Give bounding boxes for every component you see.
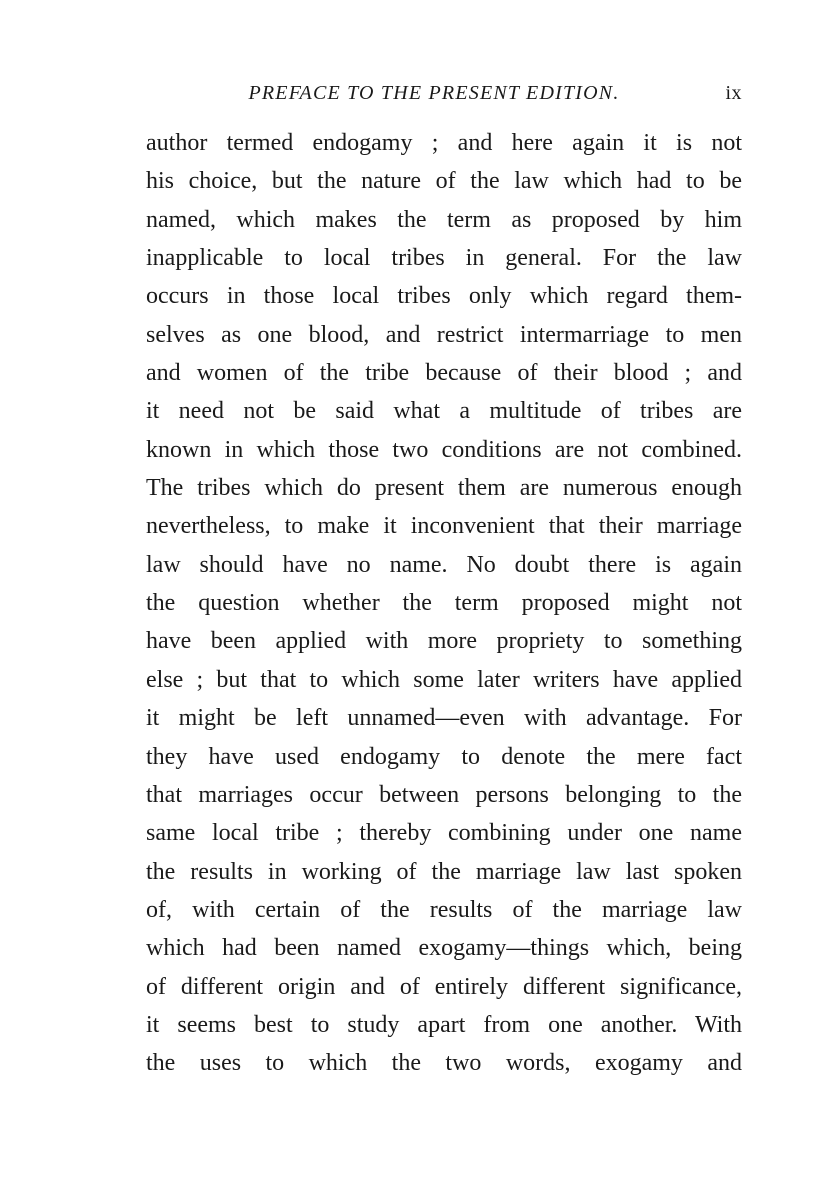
text-line: have been applied with more propriety to something xyxy=(146,628,742,655)
text-line: it might be left unnamed—even with advantage. For xyxy=(146,705,742,732)
text-line: of different origin and of entirely different significance, xyxy=(146,973,742,1000)
text-line: occurs in those local tribes only which regard them- xyxy=(146,283,742,310)
text-line: inapplicable to local tribes in general. For the law xyxy=(146,245,742,272)
text-line: which had been named exogamy—things which, being xyxy=(146,935,742,962)
text-line: selves as one blood, and restrict intermarriage to men xyxy=(146,321,742,348)
text-line: of, with certain of the results of the marriage law xyxy=(146,896,742,923)
text-line: the question whether the term proposed might not xyxy=(146,590,742,617)
text-line: his choice, but the nature of the law which had to be xyxy=(146,168,742,195)
text-line: law should have no name. No doubt there is again xyxy=(146,551,742,578)
text-line: named, which makes the term as proposed by him xyxy=(146,206,742,233)
running-title: PREFACE TO THE PRESENT EDITION. xyxy=(248,82,620,104)
text-line: else ; but that to which some later writers have applied xyxy=(146,666,742,693)
running-head xyxy=(146,82,742,108)
text-line: and women of the tribe because of their blood ; and xyxy=(146,360,742,387)
text-line: it need not be said what a multitude of tribes are xyxy=(146,398,742,425)
text-line: known in which those two conditions are not combined. xyxy=(146,436,742,463)
body-text xyxy=(146,124,742,1083)
text-line: they have used endogamy to denote the mere fact xyxy=(146,743,742,770)
text-line: the uses to which the two words, exogamy and xyxy=(146,1050,742,1077)
text-line: author termed endogamy ; and here again it is not xyxy=(146,130,742,156)
text-line: nevertheless, to make it inconvenient that their marriage xyxy=(146,513,742,540)
text-line: it seems best to study apart from one another. With xyxy=(146,1011,742,1038)
text-line: the results in working of the marriage law last spoken xyxy=(146,858,742,885)
text-line: The tribes which do present them are numerous enough xyxy=(146,475,742,502)
page-number: ix xyxy=(725,82,742,104)
text-line: that marriages occur between persons belonging to the xyxy=(146,781,742,808)
text-line: same local tribe ; thereby combining under one name xyxy=(146,820,742,847)
